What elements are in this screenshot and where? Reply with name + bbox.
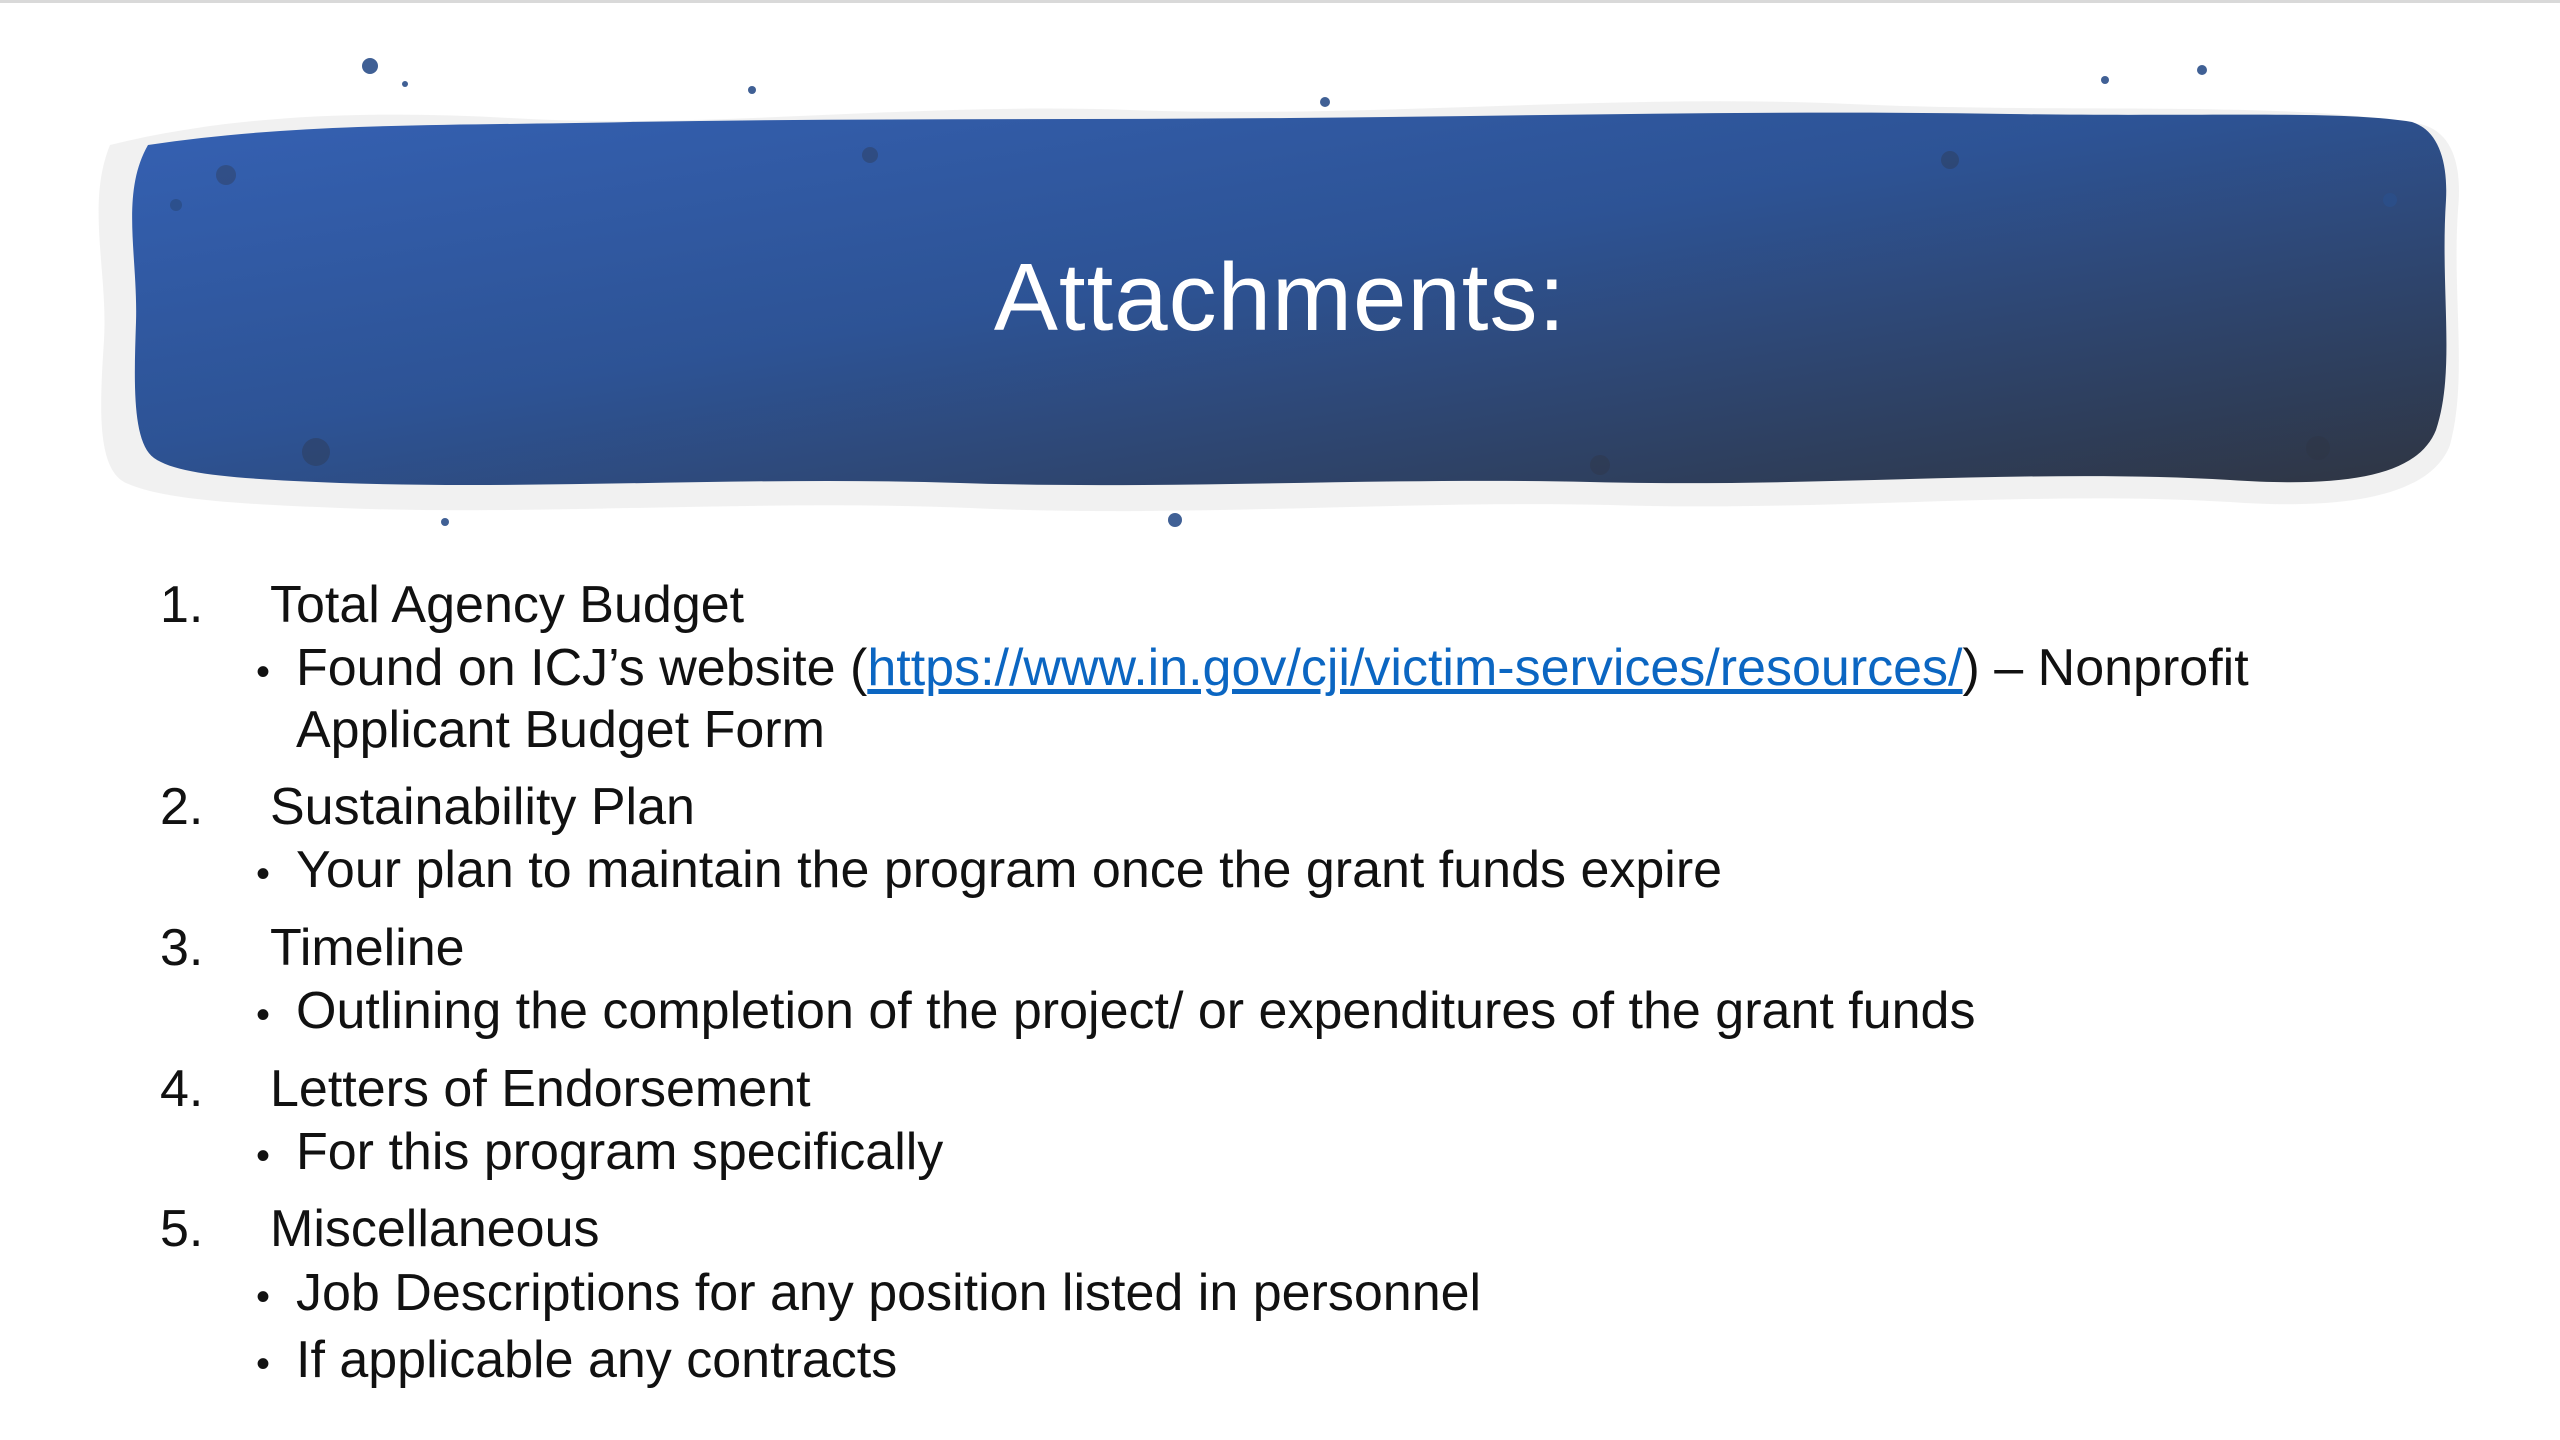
sub-text-with-link [296,638,2420,761]
sub-text: If applicable any contracts [296,1330,898,1389]
sub-list-item [160,638,2420,761]
bullet-icon: • [256,650,271,695]
attachments-list [160,575,2420,1407]
list-number: 4. [160,1059,204,1118]
website-link[interactable]: https://www.in.gov/cji/victim-services/resources/ [867,639,1963,698]
list-number: 5. [160,1200,204,1259]
list-item-total-agency-budget [160,575,2420,761]
list-item-miscellaneous [160,1199,2420,1391]
list-title: Miscellaneous [270,1200,600,1259]
sub-text: For this program specifically [296,1122,944,1181]
bullet-icon: • [256,1133,271,1178]
list-number: 3. [160,918,204,977]
sub-text-prefix: Found on ICJ’s website ( [296,639,868,698]
sub-list-item [160,1122,2420,1183]
slide-title: Attachments: [993,244,1567,351]
bullet-icon: • [256,852,271,897]
sub-list-item [160,1263,2420,1324]
sub-text: Job Descriptions for any position listed in personnel [296,1263,1482,1322]
list-title: Sustainability Plan [270,778,695,837]
bullet-icon: • [256,1341,271,1386]
sub-list-item [160,981,2420,1042]
sub-text-suffix: ) – Nonprofit Applicant Budget Form [296,639,2249,759]
list-number: 1. [160,576,204,634]
top-divider [0,0,2560,3]
list-item-sustainability-plan [160,777,2420,902]
list-item-timeline [160,918,2420,1043]
list-title: Timeline [270,918,465,977]
sub-text: Outlining the completion of the project/ or expenditures of the grant funds [296,982,1976,1041]
sub-list-item [160,1330,2420,1391]
list-number: 2. [160,778,204,837]
bullet-icon: • [256,1274,271,1319]
list-title: Letters of Endorsement [270,1059,811,1118]
bullet-icon: • [256,993,271,1038]
list-item-letters-of-endorsement [160,1059,2420,1184]
sub-text: Your plan to maintain the program once the grant funds expire [296,841,1723,900]
sub-list-item [160,840,2420,901]
list-title: Total Agency Budget [270,576,745,634]
